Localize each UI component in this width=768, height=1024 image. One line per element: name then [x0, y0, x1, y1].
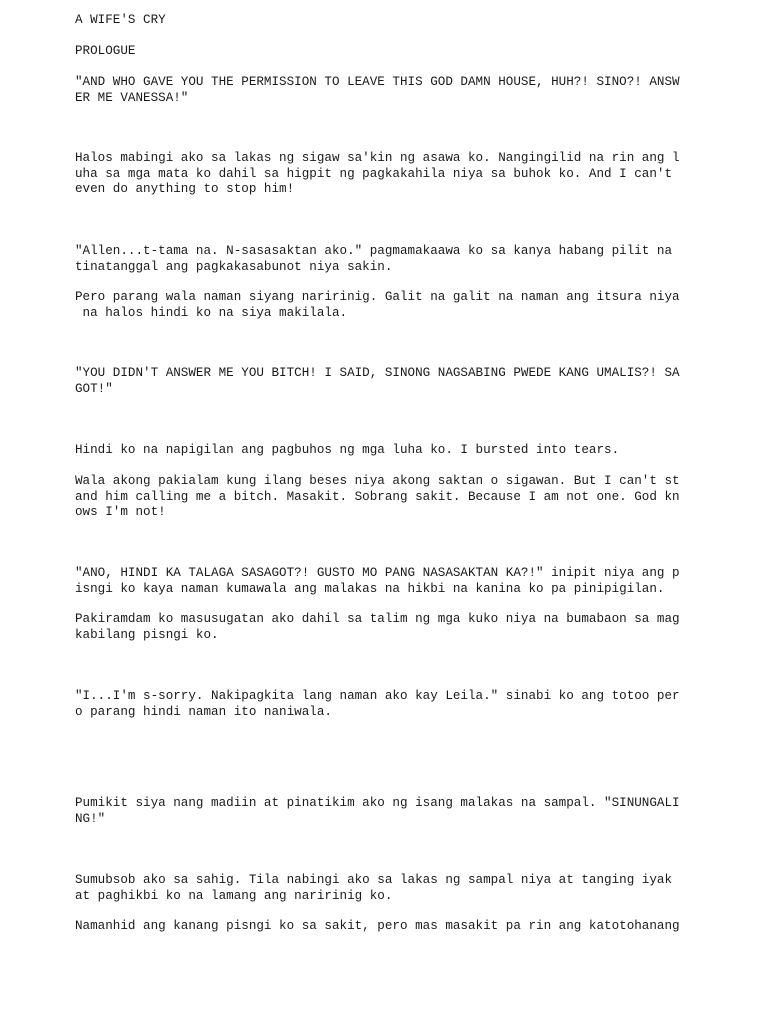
text-line: Hindi ko na napigilan ang pagbuhos ng mga luha ko. I bursted into tears. [75, 443, 620, 457]
text-line: Pero parang wala naman siyang naririnig. Galit na galit na naman ang itsura niya [75, 290, 680, 304]
text-line: "I...I'm s-sorry. Nakipagkita lang naman ako kay Leila." sinabi ko ang totoo per [75, 689, 680, 703]
document-title: A WIFE'S CRY [75, 13, 166, 27]
text-line: Namanhid ang kanang pisngi ko sa sakit, pero mas masakit pa rin ang katotohanang [75, 919, 680, 933]
text-line: isngi ko kaya naman kumawala ang malakas na hikbi na kanina ko pa pinipigilan. [75, 581, 665, 596]
text-line: "YOU DIDN'T ANSWER ME YOU BITCH! I SAID, SINONG NAGSABING PWEDE KANG UMALIS?! SA [75, 366, 680, 380]
text-line: NG!" [75, 811, 106, 826]
text-line: at paghikbi ko na lamang ang naririnig ko. [75, 888, 393, 903]
text-line: Pakiramdam ko masusugatan ako dahil sa talim ng mga kuko niya na bumabaon sa mag [75, 612, 680, 626]
text-line: Wala akong pakialam kung ilang beses niya akong saktan o sigawan. But I can't st [75, 474, 680, 488]
chapter-heading: PROLOGUE [75, 44, 136, 58]
text-line: "Allen...t-tama na. N-sasasaktan ako." pagmamakaawa ko sa kanya habang pilit na [75, 244, 673, 258]
text-line: Sumubsob ako sa sahig. Tila nabingi ako sa lakas ng sampal niya at tanging iyak [75, 873, 673, 887]
text-line: uha sa mga mata ko dahil sa higpit ng pagkakahila niya sa buhok ko. And I can't [75, 166, 673, 181]
text-line: Pumikit siya nang madiin at pinatikim ako ng isang malakas na sampal. "SINUNGALI [75, 796, 680, 810]
text-line: and him calling me a bitch. Masakit. Sobrang sakit. Because I am not one. God kn [75, 489, 680, 504]
text-line: ows I'm not! [75, 505, 166, 519]
text-line: kabilang pisngi ko. [75, 627, 219, 642]
text-line: na halos hindi ko na siya makilala. [75, 305, 348, 320]
text-line: "ANO, HINDI KA TALAGA SASAGOT?! GUSTO MO PANG NASASAKTAN KA?!" inipit niya ang p [75, 566, 680, 580]
text-line: tinatanggal ang pagkakasabunot niya sakin. [75, 259, 393, 274]
text-line: ER ME VANESSA!" [75, 90, 189, 105]
text-line: even do anything to stop him! [75, 182, 295, 196]
text-line: "AND WHO GAVE YOU THE PERMISSION TO LEAVE THIS GOD DAMN HOUSE, HUH?! SINO?! ANSW [75, 75, 680, 89]
text-line: Halos mabingi ako sa lakas ng sigaw sa'kin ng asawa ko. Nangingilid na rin ang l [75, 151, 680, 165]
text-line: GOT!" [75, 381, 113, 396]
text-line: o parang hindi naman ito naniwala. [75, 704, 332, 719]
